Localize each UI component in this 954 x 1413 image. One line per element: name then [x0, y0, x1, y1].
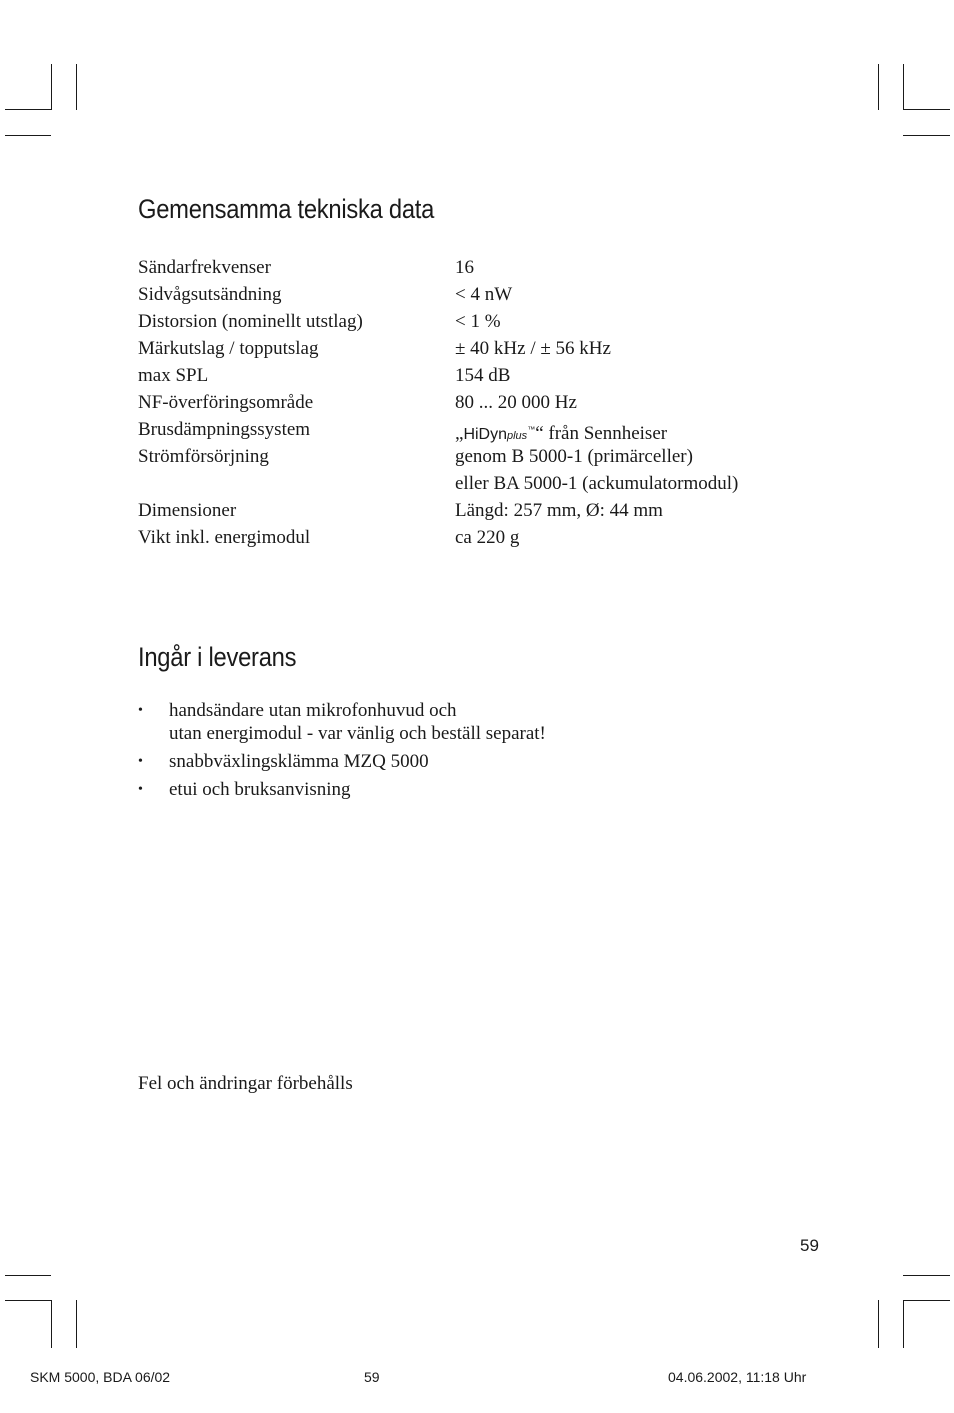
spec-row: [138, 416, 838, 443]
spec-value-suffix: “ från Sennheiser: [535, 423, 668, 444]
list-item: [138, 778, 838, 801]
spec-label: Sidvågsutsändning: [138, 284, 282, 305]
spec-value: eller BA 5000-1 (ackumulatormodul): [455, 473, 739, 494]
spec-label: Strömförsörjning: [138, 446, 269, 467]
list-item: [138, 750, 838, 773]
crop-mark: [5, 109, 51, 110]
spec-row: [138, 389, 838, 416]
spec-label: Distorsion (nominellt utstlag): [138, 311, 363, 332]
spec-label: Sändarfrekvenser: [138, 257, 271, 278]
bullet: •: [138, 703, 143, 718]
list-item-line: handsändare utan mikrofonhuvud och: [169, 700, 457, 721]
crop-mark: [903, 109, 950, 110]
delivery-list: [138, 699, 838, 806]
crop-mark: [5, 1275, 51, 1276]
list-item-line: snabbväxlingsklämma MZQ 5000: [169, 751, 429, 772]
spec-label: Vikt inkl. energimodul: [138, 527, 311, 548]
spec-row: [138, 443, 838, 470]
bullet: •: [138, 782, 143, 797]
spec-value: Längd: 257 mm, Ø: 44 mm: [455, 500, 663, 521]
spec-label: Dimensioner: [138, 500, 237, 521]
crop-mark: [878, 64, 879, 110]
spec-row: [138, 281, 838, 308]
crop-mark: [76, 64, 77, 110]
spec-value: < 4 nW: [455, 284, 513, 305]
spec-label: Märkutslag / topputslag: [138, 338, 319, 359]
spec-value: genom B 5000-1 (primärceller): [455, 446, 693, 467]
footer-page-number: 59: [364, 1369, 380, 1385]
spec-value: 154 dB: [455, 365, 511, 386]
crop-mark: [878, 1300, 879, 1348]
crop-mark: [903, 64, 904, 110]
spec-label: max SPL: [138, 365, 209, 386]
list-item-line: utan energimodul - var vänlig och beställ separat!: [169, 723, 546, 744]
crop-mark: [903, 1275, 950, 1276]
footer-timestamp: 04.06.2002, 11:18 Uhr: [668, 1369, 807, 1385]
spec-row: [138, 362, 838, 389]
spec-row: [138, 470, 838, 497]
crop-mark: [51, 1300, 52, 1348]
spec-row: [138, 524, 838, 551]
spec-label: NF-överföringsområde: [138, 392, 314, 413]
technical-data-heading: Gemensamma tekniska data: [138, 194, 435, 224]
hidyn-brand: HiDyn: [463, 426, 507, 443]
crop-mark: [51, 64, 52, 110]
bullet: •: [138, 754, 143, 769]
spec-row: [138, 308, 838, 335]
quote-open: „: [455, 423, 464, 444]
spec-row: [138, 335, 838, 362]
spec-row: [138, 254, 838, 281]
spec-value: 80 ... 20 000 Hz: [455, 392, 577, 413]
crop-mark: [903, 1300, 950, 1301]
spec-label: Brusdämpningssystem: [138, 419, 311, 440]
crop-mark: [5, 1300, 51, 1301]
trademark-symbol: ™: [527, 425, 536, 434]
technical-data-table: [138, 254, 838, 551]
disclaimer: Fel och ändringar förbehålls: [138, 1073, 353, 1094]
list-item: [138, 699, 838, 745]
delivery-heading: Ingår i leverans: [138, 642, 297, 672]
page-number: 59: [800, 1236, 819, 1255]
hidyn-plus: plus: [507, 430, 528, 442]
spec-value: < 1 %: [455, 311, 501, 332]
list-item-line: etui och bruksanvisning: [169, 779, 351, 800]
spec-value: ± 40 kHz / ± 56 kHz: [455, 338, 611, 359]
spec-row: [138, 497, 838, 524]
crop-mark: [903, 1300, 904, 1348]
crop-mark: [5, 135, 51, 136]
crop-mark: [76, 1300, 77, 1348]
spec-value: ca 220 g: [455, 527, 520, 548]
footer-doc-id: SKM 5000, BDA 06/02: [30, 1369, 171, 1385]
crop-mark: [903, 135, 950, 136]
spec-value: 16: [455, 257, 474, 278]
